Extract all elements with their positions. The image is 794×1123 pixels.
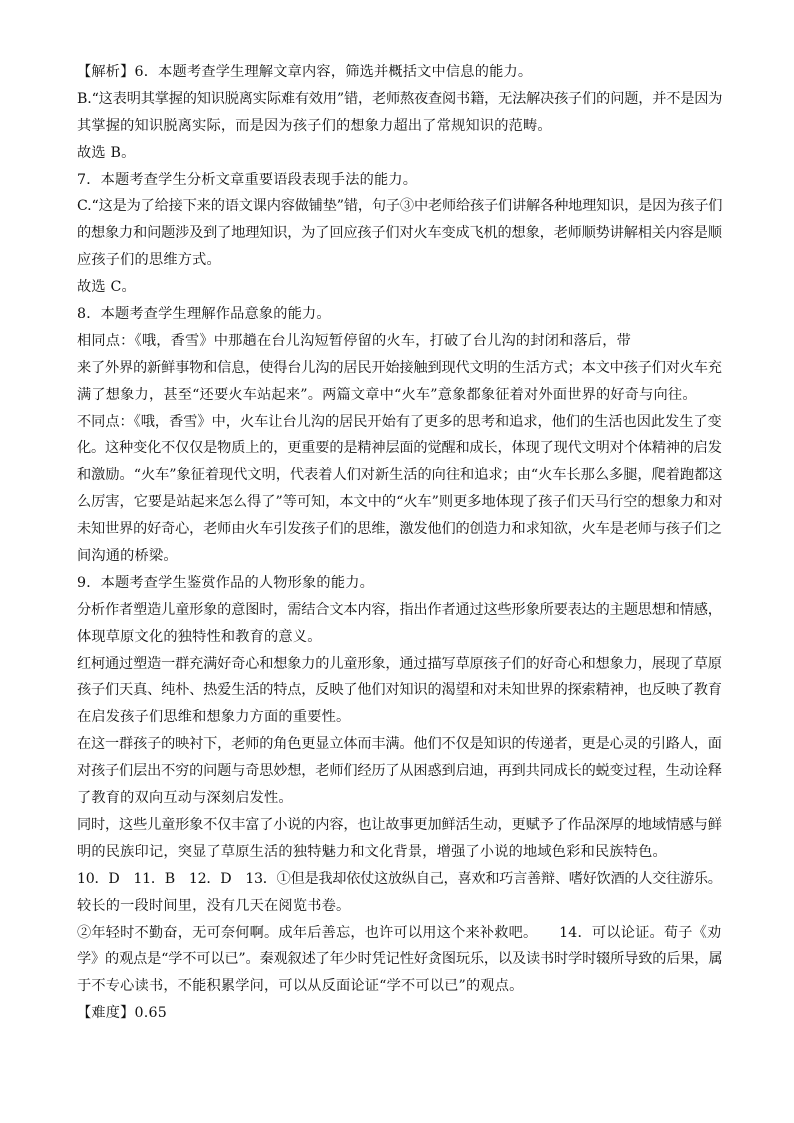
text-line: 分析作者塑造儿童形象的意图时，需结合文本内容，指出作者通过这些形象所要表达的主题思想和情感， bbox=[77, 601, 722, 618]
text-line: 较长的一段时间里，没有几天在阅览书卷。 bbox=[77, 897, 351, 914]
text-line: 体现草原文化的独特性和教育的意义。 bbox=[77, 628, 322, 645]
text-line: 学》的观点是“学不可以已”。秦观叙述了年少时凭记性好贪图玩乐，以及读书时学时辍所导致的后果，属 bbox=[77, 951, 723, 968]
text-line: 同时，这些儿童形象不仅丰富了小说的内容，也让故事更加鲜活生动，更赋予了作品深厚的地域情感与鲜 bbox=[77, 816, 722, 833]
text-line: 对孩子们层出不穷的问题与奇思妙想，老师们经历了从困惑到启迪，再到共同成长的蜕变过程，生动诠释 bbox=[77, 763, 722, 780]
text-line: 来了外界的新鲜事物和信息，使得台儿沟的居民开始接触到现代文明的生活方式；本文中孩子们对火车充 bbox=[77, 359, 722, 376]
text-line: 10．D 11．B 12．D 13．①但是我却依仗这放纵自己，喜欢和巧言善辩、嗜好饮酒的人交往游乐。 bbox=[77, 870, 722, 887]
text-line: 9．本题考查学生鉴赏作品的人物形象的能力。 bbox=[77, 574, 374, 591]
text-line: 间沟通的桥梁。 bbox=[77, 548, 178, 565]
text-line: 么厉害，它要是站起来怎么得了”等可知，本文中的“火车”则更多地体现了孩子们天马行空的想象力和对 bbox=[77, 494, 723, 511]
text-line: 在这一群孩子的映衬下，老师的角色更显立体而丰满。他们不仅是知识的传递者，更是心灵的引路人，面 bbox=[77, 736, 722, 753]
text-line: 未知世界的好奇心，老师由火车引发孩子们的思维，激发他们的创造力和求知欲，火车是老师与孩子们之 bbox=[77, 521, 722, 538]
text-line: 明的民族印记，突显了草原生活的独特魅力和文化背景，增强了小说的地域色彩和民族特色。 bbox=[77, 843, 667, 860]
text-line: 相同点：《哦，香雪》中那趟在台儿沟短暂停留的火车，打破了台儿沟的封闭和落后，带 bbox=[77, 332, 632, 349]
text-line: 应孩子们的思维方式。 bbox=[77, 252, 221, 269]
text-line: 化。这种变化不仅仅是物质上的，更重要的是精神层面的觉醒和成长，体现了现代文明对个体精神的启发 bbox=[77, 440, 722, 457]
text-line: 和激励。“火车”象征着现代文明，代表着人们对新生活的向往和追求；由“火车长那么多腿，爬着跑都这 bbox=[77, 467, 723, 484]
text-line: 其掌握的知识脱离实际，而是因为孩子们的想象力超出了常规知识的范畴。 bbox=[77, 117, 552, 134]
document-page bbox=[77, 59, 722, 1027]
text-line: 8．本题考查学生理解作品意象的能力。 bbox=[77, 306, 331, 323]
text-line: 于不专心读书，不能积累学问，可以从反面论证“学不可以已”的观点。 bbox=[77, 978, 524, 995]
text-line: 不同点：《哦，香雪》中，火车让台儿沟的居民开始有了更多的思考和追求，他们的生活也因此发生了变 bbox=[77, 413, 722, 430]
text-line: 满了想象力，甚至“还要火车站起来”。两篇文章中“火车”意象都象征着对外面世界的好奇与向往。 bbox=[77, 386, 697, 403]
text-line: B.“这表明其掌握的知识脱离实际难有效用”错，老师熬夜查阅书籍，无法解决孩子们的问题，并不是因为 bbox=[77, 90, 723, 107]
text-line: 故选 B。 bbox=[77, 144, 136, 161]
text-line: 7．本题考查学生分析文章重要语段表现手法的能力。 bbox=[77, 171, 418, 188]
text-line: 【解析】6．本题考查学生理解文章内容，筛选并概括文中信息的能力。 bbox=[77, 64, 533, 80]
text-line: ②年轻时不勤奋，无可奈何啊。成年后善忘，也许可以用这个来补救吧。 14．可以论证。荀子《劝 bbox=[77, 924, 722, 941]
text-line: 故选 C。 bbox=[77, 279, 136, 296]
text-line: 红柯通过塑造一群充满好奇心和想象力的儿童形象，通过描写草原孩子们的好奇心和想象力，展现了草原 bbox=[77, 655, 722, 672]
text-line: 的想象力和问题涉及到了地理知识，为了回应孩子们对火车变成飞机的想象，老师顺势讲解相关内容是顺 bbox=[77, 225, 722, 242]
text-line: 在启发孩子们思维和想象力方面的重要性。 bbox=[77, 709, 351, 726]
text-line: 【难度】0.65 bbox=[77, 1005, 167, 1022]
text-line: 孩子们天真、纯朴、热爱生活的特点，反映了他们对知识的渴望和对未知世界的探索精神，也反映了教育 bbox=[77, 682, 722, 699]
text-line: 了教育的双向互动与深刻启发性。 bbox=[77, 790, 293, 807]
text-line: C.“这是为了给接下来的语文课内容做铺垫”错，句子③中老师给孩子们讲解各种地理知识，是因为孩子们 bbox=[77, 198, 723, 215]
